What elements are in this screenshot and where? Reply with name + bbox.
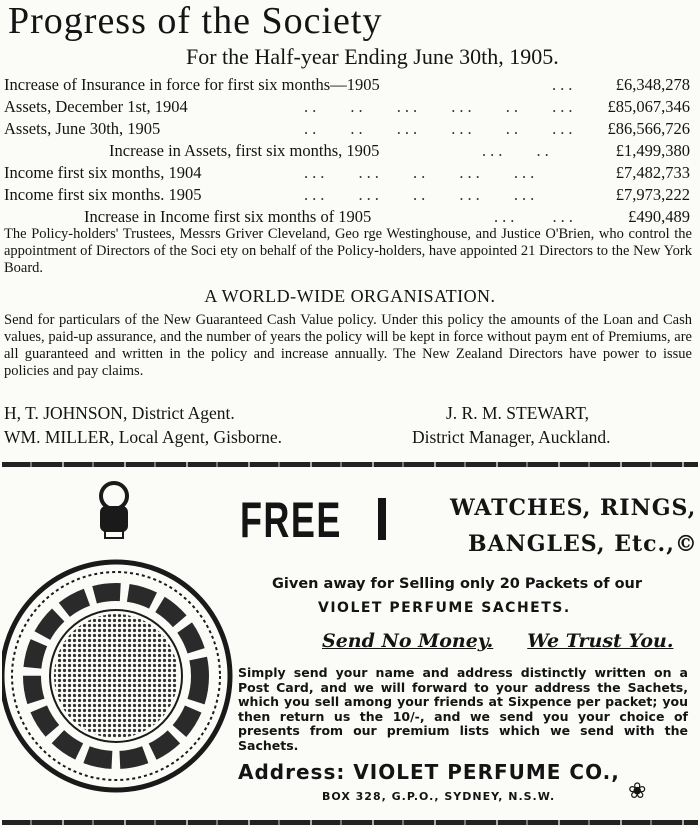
instructions-paragraph: Simply send your name and address distinctly written on a Post Card, and we will forward to your address the Sachets, which you sell among your friends at Sixpence per packet; you then return us the 10/-, and we send you your choice of presents from our premium lists which we send with the Sachets. [238, 665, 688, 753]
particulars-paragraph: Send for particulars of the New Guaranteed Cash Value policy. Under this policy the amounts of the Loan and Cash values, paid-up assurance, and the number of years the policy will be kept in force without paym ent of Premiums, are all guaranteed and written in the policy and increase annually. The New Zealand Directors have power to issue policies and pay claims. [4, 312, 692, 379]
page-subtitle: For the Half-year Ending June 30th, 1905. [186, 44, 559, 69]
ornament-icon: ❀ [628, 778, 647, 803]
agent-miller: WM. MILLER, Local Agent, Gisborne. [4, 427, 283, 447]
row-amount: £85,067,346 [607, 97, 690, 116]
manager-title: District Manager, Auckland. [412, 427, 611, 447]
send-no-money-line [322, 630, 673, 652]
postal-box: BOX 328, G.P.O., SYDNEY, N.S.W. [322, 790, 556, 803]
we-trust-you-text: We Trust You. [527, 630, 674, 652]
free-heading: FREE [240, 492, 342, 548]
row-leader-dots: ... .. [482, 141, 553, 160]
table-row [4, 96, 694, 118]
row-label: Assets, December 1st, 1904 [4, 97, 188, 116]
pocket-watch-illustration [2, 478, 234, 818]
divider-rule [2, 462, 698, 467]
product-line: VIOLET PERFUME SACHETS. [318, 600, 571, 616]
bangles-text: BANGLES, Etc., [468, 531, 675, 557]
divider-rule [2, 820, 698, 825]
row-amount: £7,973,222 [615, 185, 690, 204]
table-row [4, 118, 694, 140]
company-address: Address: VIOLET PERFUME CO., [238, 760, 620, 784]
table-row [4, 184, 694, 206]
row-label: Increase in Assets, first six months, 1905 [109, 141, 380, 160]
row-leader-dots: ... [552, 75, 577, 94]
manager-name: J. R. M. STEWART, [446, 403, 590, 423]
financial-table [4, 74, 694, 228]
row-leader-dots: ... ... .. ... ... [304, 185, 539, 204]
agent-johnson: H, T. JOHNSON, District Agent. [4, 403, 235, 423]
watches-heading: WATCHES, RINGS, [450, 495, 697, 521]
table-row [4, 206, 694, 228]
row-leader-dots: ... ... .. ... ... [304, 163, 539, 182]
bangles-mark: © [674, 531, 698, 557]
row-amount: £490,489 [628, 207, 690, 226]
row-amount: £1,499,380 [615, 141, 690, 160]
row-label: Income first six months, 1904 [4, 163, 202, 182]
table-row [4, 140, 694, 162]
row-amount: £6,348,278 [615, 75, 690, 94]
table-row [4, 74, 694, 96]
free-exclamation-bar [378, 498, 386, 540]
row-amount: £7,482,733 [615, 163, 690, 182]
row-label: Assets, June 30th, 1905 [4, 119, 161, 138]
trustees-paragraph: The Policy-holders' Trustees, Messrs Griver Cleveland, Geo rge Westinghouse, and Justice O'Brien, who control the appointment of Directors of the Soci ety on behalf of the Policy-holders, have appointed 21 Directors to the New York Board. [4, 226, 692, 276]
send-no-money-text: Send No Money. [322, 630, 494, 652]
row-label: Increase of Insurance in force for first six months—1905 [4, 75, 380, 94]
row-label: Income first six months. 1905 [4, 185, 202, 204]
organisation-heading: A WORLD-WIDE ORGANISATION. [204, 286, 496, 306]
row-leader-dots: .. .. ... ... .. ... [304, 119, 577, 138]
page-title: Progress of the Society [8, 0, 383, 42]
row-leader-dots: .. .. ... ... .. ... [304, 97, 577, 116]
table-row [4, 162, 694, 184]
given-away-line: Given away for Selling only 20 Packets of our [272, 576, 643, 592]
row-label: Increase in Income first six months of 1905 [84, 207, 372, 226]
bangles-heading [468, 530, 698, 558]
row-amount: £86,566,726 [607, 119, 690, 138]
row-leader-dots: ... ... [494, 207, 577, 226]
